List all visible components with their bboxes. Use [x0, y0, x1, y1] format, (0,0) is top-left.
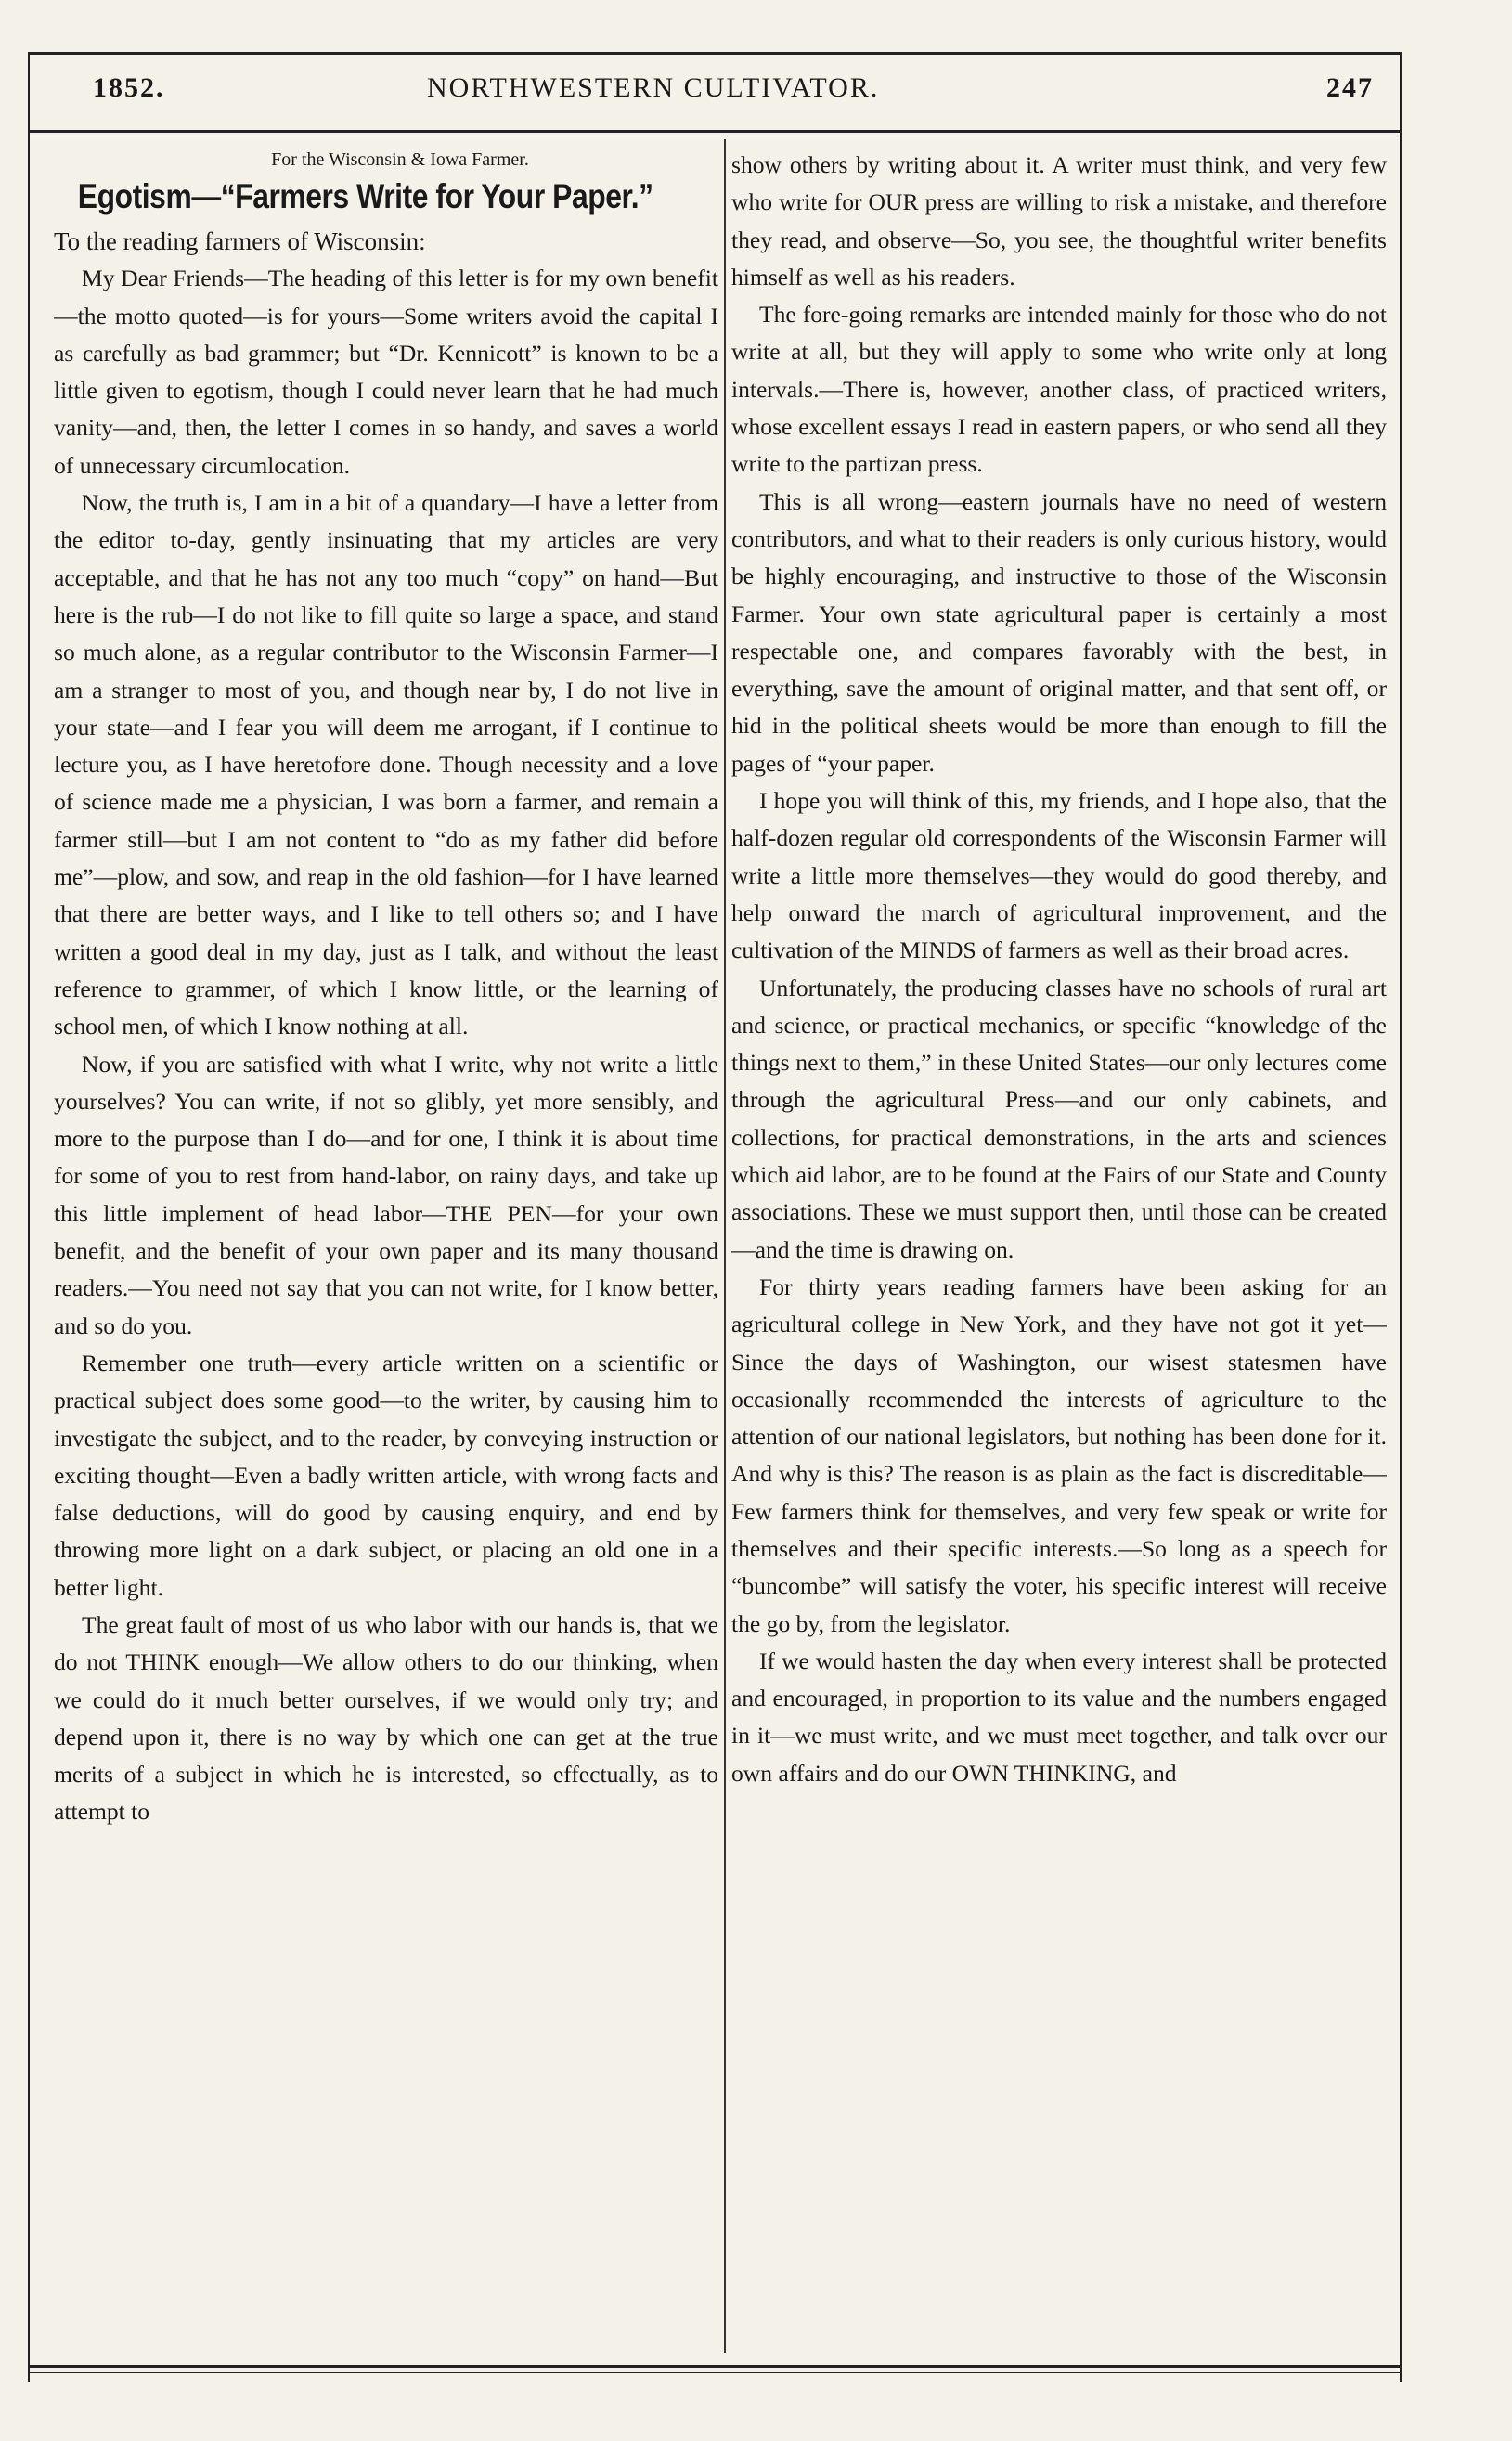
left-column [54, 147, 718, 2356]
header-underline [28, 130, 1402, 133]
right-column [731, 147, 1387, 2356]
article-salutation: To the reading farmers of Wisconsin: [54, 227, 426, 255]
column-divider [724, 139, 726, 2353]
paragraph: I hope you will think of this, my friends, and I hope also, that the half-dozen regular old correspondents of the Wisconsin Farmer will write a little more themselves—they would do good thereby, and help onward the march of agricultural improvement, and the cultivation of the MINDS of farmers as well as their broad acres. [731, 787, 1387, 964]
bottom-border-rule [28, 2365, 1402, 2368]
left-border-rule [28, 52, 30, 2382]
header-year: 1852. [93, 72, 165, 103]
paragraph: This is all wrong—eastern journals have no need of western contributors, and what to their readers is only curious history, would be highly encouraging, and instructive to those of the Wisconsin Farmer. Your own state agricultural paper is certainly a most respectable one, and compares favorably with the best, in everything, save the amount of original matter, and that sent off, or hid in the political sheets would be more than enough to fill the pages of “your paper. [731, 487, 1387, 777]
paragraph: If we would hasten the day when every interest shall be protected and encouraged, in proportion to its value and the numbers engaged in it—we must write, and we must meet together, and talk over our own affairs and do our OWN THINKING, and [731, 1647, 1387, 1787]
paragraph: The great fault of most of us who labor with our hands is, that we do not THINK enough—We allow others to do our thinking, when we could do it much better ourselves, if we would only try; and depend upon it, there is no way by which one can get at the true merits of a subject in which he is interested, so effectually, as to attempt to [54, 1610, 718, 1826]
paragraph-continued: show others by writing about it. A writer must think, and very few who write for OUR press are willing to risk a mistake, and therefore they read, and observe—So, you see, the thoughtful writer benefits himself as well as his readers. [731, 151, 1387, 291]
header-page-number: 247 [1326, 72, 1374, 103]
paragraph: Now, the truth is, I am in a bit of a quandary—I have a letter from the editor to-day, gently insinuating that my articles are very acceptable, and that he has not any too much “copy” on hand—But here is the rub—I do not like to fill quite so large a space, and stand so much alone, as a regular contributor to the Wisconsin Farmer—I am a stranger to most of you, and though near by, I do not live in your state—and I fear you will deem me arrogant, if I continue to lecture you, as I have heretofore done. Though necessity and a love of science made me a physician, I was born a farmer, and remain a farmer still—but I am not content to “do as my father did before me”—plow, and sow, and reap in the old fashion—for I have learned that there are better ways, and I like to tell others so; and I have written a good deal in my day, just as I talk, and without the least reference to grammer, of which I know little, or the learning of school men, of which I know nothing at all. [54, 489, 718, 1040]
top-border-rule [28, 52, 1402, 55]
article-byline: For the Wisconsin & Iowa Farmer. [271, 149, 529, 170]
article-title: Egotism—“Farmers Write for Your Paper.” [77, 177, 653, 215]
paragraph: Now, if you are satisfied with what I write, why not write a little yourselves? You can write, if not so glibly, yet more sensibly, and more to the purpose than I do—and for one, I think it is about time for some of you to rest from hand-labor, on rainy days, and take up this little implement of head labor—THE PEN—for your own benefit, and the benefit of your own paper and its many thousand readers.—You need not say that you can not write, for I know better, and so do you. [54, 1050, 718, 1339]
page-header [93, 72, 1374, 119]
header-title: NORTHWESTERN CULTIVATOR. [427, 72, 880, 103]
right-border-rule [1400, 52, 1402, 2382]
paragraph: Remember one truth—every article written on a scientific or practical subject does some good—to the writer, by causing him to investigate the subject, and to the reader, by conveying instruction or exciting thought—Even a badly written article, with wrong facts and false deductions, will do good by causing enquiry, and end by throwing more light on a dark subject, or placing an old one in a better light. [54, 1349, 718, 1601]
paragraph: Unfortunately, the producing classes have no schools of rural art and science, or practical mechanics, or specific “knowledge of the things next to them,” in these United States—our only lectures come through the agricultural Press—and our only cabinets, and collections, for practical demonstrations, in the arts and sciences which aid labor, are to be found at the Fairs of our State and County associations. These we must support then, until those can be created—and the time is drawing on. [731, 974, 1387, 1263]
paragraph: For thirty years reading farmers have been asking for an agricultural college in New York, and they have not got it yet—Since the days of Washington, our wisest statesmen have occasionally recommended the interests of agriculture to the attention of our national legislators, but nothing has been done for it. And why is this? The reason is as plain as the fact is discreditable—Few farmers think for themselves, and very few speak or write for themselves and their specific interests.—So long as a speech for “buncombe” will satisfy the voter, his specific interest will receive the go by, from the legislator. [731, 1272, 1387, 1637]
paragraph: The fore-going remarks are intended mainly for those who do not write at all, but they will apply to some who write only at long intervals.—There is, however, another class, of practiced writers, whose excellent essays I read in eastern papers, or who send all they write to the partizan press. [731, 301, 1387, 478]
paragraph: My Dear Friends—The heading of this letter is for my own benefit—the motto quoted—is for yours—Some writers avoid the capital I as carefully as bad grammer; but “Dr. Kennicott” is known to be a little given to egotism, though I could never learn that he had much vanity—and, then, the letter I comes in so handy, and saves a world of unnecessary circumlocation. [54, 265, 718, 479]
bottom-border-rule-thin [28, 2372, 1402, 2373]
